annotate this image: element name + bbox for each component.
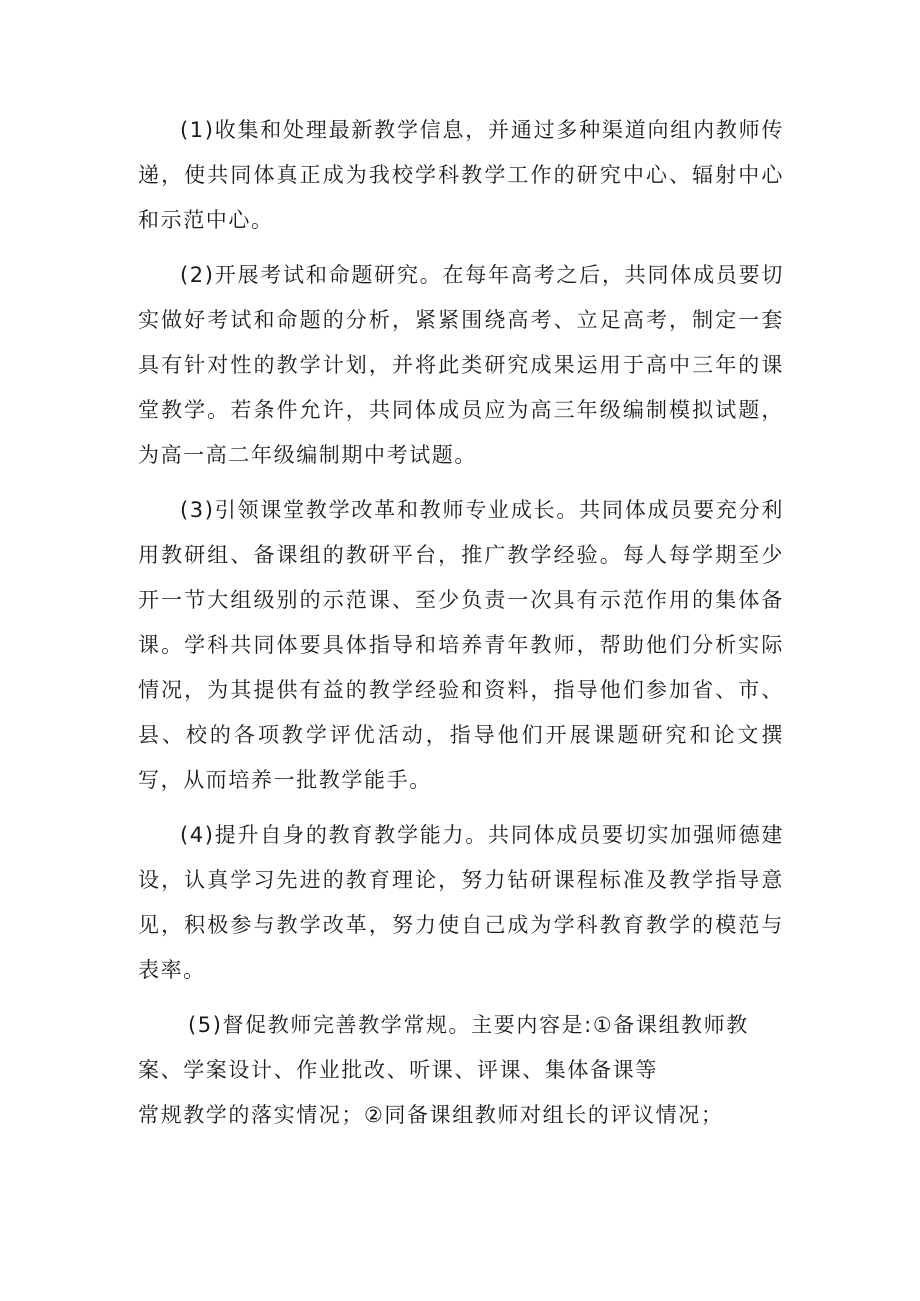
paragraph-5-line-3: 常规教学的落实情况；②同备课组教师对组长的评议情况； [138, 1103, 724, 1127]
paragraph-4: (4)提升自身的教育教学能力。共同体成员要切实加强师德建设，认真学习先进的教育理论，努力钻研课程标准及教学指导意见，积极参与教学改革，努力使自己成为学科教育教学的模范与表率。 [138, 823, 784, 982]
document-body [138, 108, 784, 1138]
paragraph-5 [138, 1003, 784, 1138]
paragraph-2: (2)开展考试和命题研究。在每年高考之后，共同体成员要切实做好考试和命题的分析，紧紧围绕高考、立足高考，制定一套具有针对性的教学计划，并将此类研究成果运用于高中三年的课堂教学。若条件允许，共同体成员应为高三年级编制模拟试题，为高一高二年级编制期中考试题。 [138, 263, 784, 467]
paragraph-5-line-2: 案、学案设计、作业批改、听课、评课、集体备课等 [138, 1058, 658, 1082]
paragraph-5-line-1: (5)督促教师完善教学常规。主要内容是:①备课组教师教 [188, 1013, 749, 1037]
paragraph-1: (1)收集和处理最新教学信息，并通过多种渠道向组内教师传递，使共同体真正成为我校学科教学工作的研究中心、辐射中心和示范中心。 [138, 118, 784, 232]
paragraph-3: (3)引领课堂教学改革和教师专业成长。共同体成员要充分利用教研组、备课组的教研平台，推广教学经验。每人每学期至少开一节大组级别的示范课、至少负责一次具有示范作用的集体备课。学科共同体要具体指导和培养青年教师，帮助他们分析实际情况，为其提供有益的教学经验和资料，指导他们参加省、市、县、校的各项教学评优活动，指导他们开展课题研究和论文撰写，从而培养一批教学能手。 [138, 498, 784, 792]
